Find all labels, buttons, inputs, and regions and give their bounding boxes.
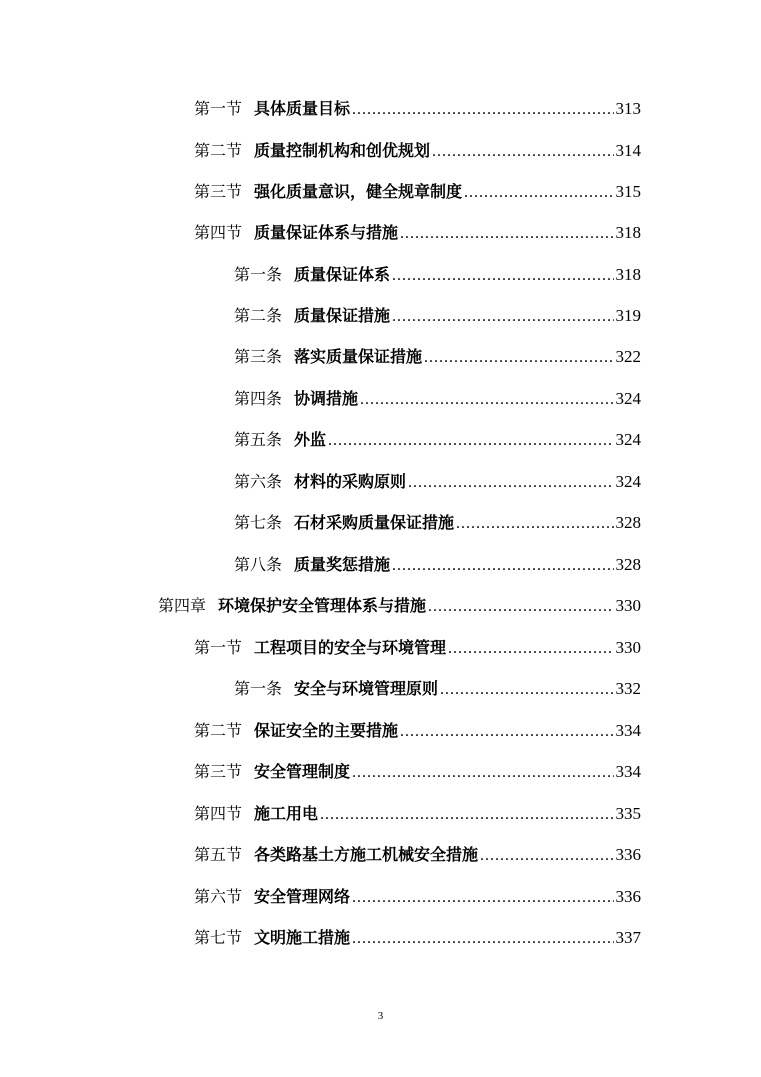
toc-entry[interactable] <box>234 427 641 453</box>
toc-leader-dots <box>360 387 613 413</box>
toc-entry-number: 第七条 <box>234 513 283 532</box>
toc-entry-title: 安全管理制度 <box>254 762 351 781</box>
toc-entry-title: 质量保证体系 <box>294 265 391 284</box>
toc-entry-page: 324 <box>615 472 641 491</box>
toc-entry-title: 文明施工措施 <box>254 928 351 947</box>
toc-leader-dots <box>352 885 613 911</box>
toc-entry-title: 石材采购质量保证措施 <box>294 513 455 532</box>
toc-leader-dots <box>352 926 613 952</box>
toc-entry-number: 第三节 <box>194 182 243 201</box>
toc-entry-number: 第二节 <box>194 141 243 160</box>
toc-leader-dots <box>440 677 613 703</box>
toc-entry-page: 334 <box>615 762 641 781</box>
toc-entry-title: 保证安全的主要措施 <box>254 721 399 740</box>
toc-entry[interactable] <box>194 220 641 246</box>
toc-entry-page: 314 <box>615 141 641 160</box>
toc-entry-page: 322 <box>615 347 641 366</box>
toc-entry-number: 第六条 <box>234 472 283 491</box>
toc-entry[interactable] <box>234 386 641 412</box>
toc-entry-number: 第一节 <box>194 638 243 657</box>
toc-entry-title: 工程项目的安全与环境管理 <box>254 638 447 657</box>
toc-entry[interactable] <box>194 801 641 827</box>
toc-entry[interactable] <box>158 593 641 619</box>
toc-entry-page: 328 <box>615 555 641 574</box>
toc-entry-page: 336 <box>615 845 641 864</box>
toc-entry-page: 324 <box>615 389 641 408</box>
toc-entry-number: 第四章 <box>158 596 207 615</box>
toc-entry[interactable] <box>194 179 641 205</box>
toc-entry-title: 落实质量保证措施 <box>294 347 423 366</box>
toc-entry-title: 质量控制机构和创优规划 <box>254 141 431 160</box>
toc-entry[interactable] <box>234 469 641 495</box>
toc-entry[interactable] <box>194 138 641 164</box>
toc-entry[interactable] <box>234 262 641 288</box>
toc-leader-dots <box>400 719 613 745</box>
toc-entry-page: 330 <box>615 596 641 615</box>
toc-entry-page: 318 <box>615 223 641 242</box>
toc-leader-dots <box>424 345 613 371</box>
toc-entry-title: 具体质量目标 <box>254 99 351 118</box>
toc-leader-dots <box>320 802 613 828</box>
toc-entry-page: 324 <box>615 430 641 449</box>
toc-entry[interactable] <box>234 344 641 370</box>
toc-leader-dots <box>432 139 613 165</box>
toc-entry-page: 335 <box>615 804 641 823</box>
toc-entry-number: 第八条 <box>234 555 283 574</box>
toc-entry-page: 328 <box>615 513 641 532</box>
toc-entry[interactable] <box>234 552 641 578</box>
toc-entry-title: 安全与环境管理原则 <box>294 679 439 698</box>
toc-entry[interactable] <box>194 842 641 868</box>
toc-leader-dots <box>456 511 613 537</box>
toc-leader-dots <box>328 428 613 454</box>
toc-entry-title: 环境保护安全管理体系与措施 <box>218 596 427 615</box>
toc-entry[interactable] <box>194 635 641 661</box>
toc-leader-dots <box>352 760 613 786</box>
toc-entry-page: 313 <box>615 99 641 118</box>
toc-entry-page: 315 <box>615 182 641 201</box>
toc-entry-page: 330 <box>615 638 641 657</box>
toc-entry[interactable] <box>194 884 641 910</box>
toc-entry-number: 第四条 <box>234 389 283 408</box>
toc-entry-number: 第三条 <box>234 347 283 366</box>
toc-entry-number: 第二节 <box>194 721 243 740</box>
toc-leader-dots <box>352 97 613 123</box>
toc-leader-dots <box>448 636 613 662</box>
toc-leader-dots <box>408 470 613 496</box>
toc-leader-dots <box>480 843 613 869</box>
toc-entry-title: 质量保证措施 <box>294 306 391 325</box>
toc-leader-dots <box>428 594 613 620</box>
toc-entry-number: 第七节 <box>194 928 243 947</box>
toc-entry-number: 第一节 <box>194 99 243 118</box>
toc-leader-dots <box>392 263 613 289</box>
toc-entry-page: 336 <box>615 887 641 906</box>
toc-entry-page: 332 <box>615 679 641 698</box>
toc-entry-page: 318 <box>615 265 641 284</box>
toc-entry-title: 施工用电 <box>254 804 319 823</box>
toc-entry-title: 质量保证体系与措施 <box>254 223 399 242</box>
toc-entry-number: 第三节 <box>194 762 243 781</box>
toc-entry-title: 协调措施 <box>294 389 359 408</box>
toc-entry[interactable] <box>234 510 641 536</box>
toc-entry-title: 强化质量意识，健全规章制度 <box>254 182 463 201</box>
toc-entry-title: 外监 <box>294 430 327 449</box>
toc-entry-title: 质量奖惩措施 <box>294 555 391 574</box>
toc-leader-dots <box>464 180 613 206</box>
toc-entry-title: 各类路基土方施工机械安全措施 <box>254 845 479 864</box>
toc-entry-number: 第四节 <box>194 223 243 242</box>
toc-entry[interactable] <box>194 925 641 951</box>
toc-leader-dots <box>392 553 613 579</box>
toc-entry-page: 337 <box>615 928 641 947</box>
toc-entry-number: 第六节 <box>194 887 243 906</box>
page-number: 3 <box>377 1010 384 1022</box>
toc-entry[interactable] <box>194 718 641 744</box>
toc-entry-number: 第五节 <box>194 845 243 864</box>
toc-entry-page: 319 <box>615 306 641 325</box>
toc-entry-number: 第一条 <box>234 265 283 284</box>
toc-entry-title: 安全管理网络 <box>254 887 351 906</box>
toc-entry[interactable] <box>234 676 641 702</box>
toc-leader-dots <box>400 221 613 247</box>
toc-entry-title: 材料的采购原则 <box>294 472 407 491</box>
toc-entry-number: 第五条 <box>234 430 283 449</box>
toc-entry-number: 第一条 <box>234 679 283 698</box>
toc-entry[interactable] <box>234 303 641 329</box>
toc-leader-dots <box>392 304 613 330</box>
toc-entry[interactable] <box>194 96 641 122</box>
toc-entry-page: 334 <box>615 721 641 740</box>
toc-entry-number: 第二条 <box>234 306 283 325</box>
toc-entry[interactable] <box>194 759 641 785</box>
toc-entry-number: 第四节 <box>194 804 243 823</box>
